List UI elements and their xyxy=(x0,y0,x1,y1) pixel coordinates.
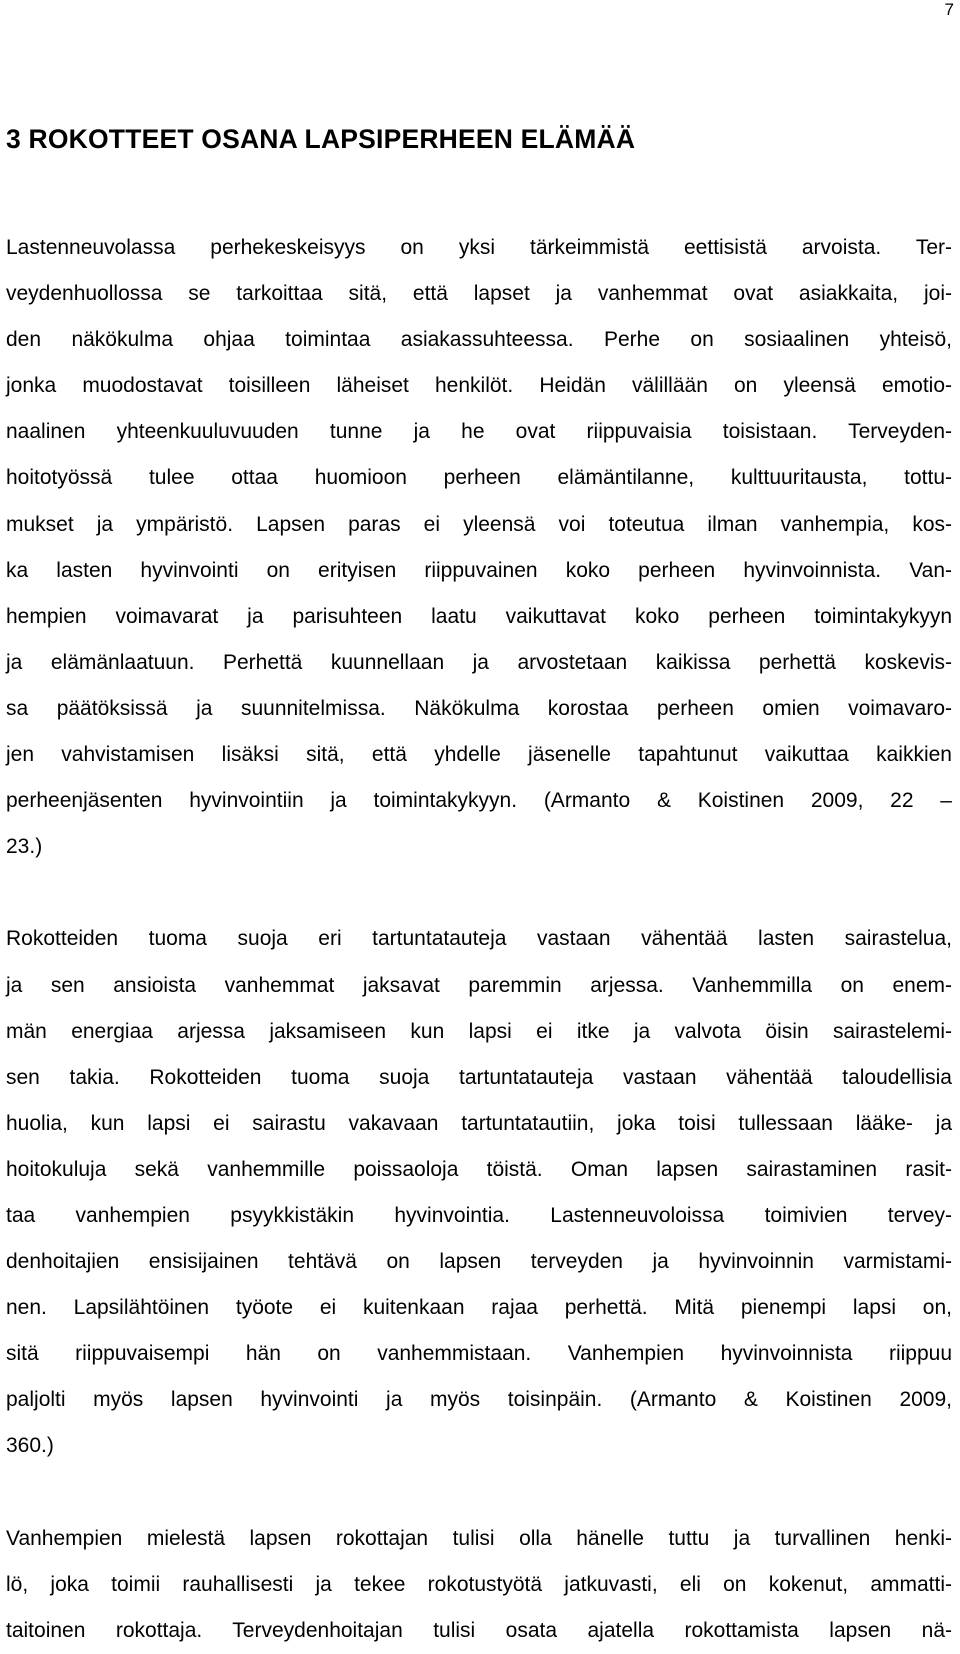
paragraph-line: hempien voimavarat ja parisuhteen laatu vaikuttavat koko perheen toimintakykyyn xyxy=(6,604,952,628)
paragraph-line: Vanhempien mielestä lapsen rokottajan tulisi olla hänelle tuttu ja turvallinen henki- xyxy=(6,1526,952,1550)
paragraph-line: sitä riippuvaisempi hän on vanhemmistaan. Vanhempien hyvinvoinnista riippuu xyxy=(6,1342,952,1366)
paragraph-line: Rokotteiden tuoma suoja eri tartuntatauteja vastaan vähentää lasten sairastelua, xyxy=(6,927,952,951)
paragraph xyxy=(6,1516,952,1654)
paragraph-line: veydenhuollossa se tarkoittaa sitä, että lapset ja vanhemmat ovat asiakkaita, joi- xyxy=(6,282,952,306)
body-text xyxy=(6,225,952,1654)
paragraph-line: ja sen ansioista vanhemmat jaksavat paremmin arjessa. Vanhemmilla on enem- xyxy=(6,973,952,997)
paragraph-line: perheenjäsenten hyvinvointiin ja toimintakykyyn. (Armanto & Koistinen 2009, 22 – xyxy=(6,789,952,813)
paragraph-line: huolia, kun lapsi ei sairastu vakavaan tartuntatautiin, joka toisi tullessaan lääke- ja xyxy=(6,1111,952,1135)
paragraph-line: nen. Lapsilähtöinen työote ei kuitenkaan rajaa perhettä. Mitä pienempi lapsi on, xyxy=(6,1296,952,1320)
paragraph-line: ka lasten hyvinvointi on erityisen riippuvainen koko perheen hyvinvoinnista. Van- xyxy=(6,558,952,582)
chapter-title: 3 ROKOTTEET OSANA LAPSIPERHEEN ELÄMÄÄ xyxy=(6,124,636,154)
paragraph xyxy=(6,916,952,1469)
paragraph-line: paljolti myös lapsen hyvinvointi ja myös toisinpäin. (Armanto & Koistinen 2009, xyxy=(6,1388,952,1412)
paragraph-line: hoitotyössä tulee ottaa huomioon perheen elämäntilanne, kulttuuritausta, tottu- xyxy=(6,466,952,490)
paragraph-line: den näkökulma ohjaa toimintaa asiakassuhteessa. Perhe on sosiaalinen yhteisö, xyxy=(6,328,952,352)
paragraph-line: mukset ja ympäristö. Lapsen paras ei yleensä voi toteutua ilman vanhempia, kos- xyxy=(6,512,952,536)
paragraph-line: män energiaa arjessa jaksamiseen kun lapsi ei itke ja valvota öisin sairastelemi- xyxy=(6,1019,952,1043)
paragraph-line: taa vanhempien psyykkistäkin hyvinvointia. Lastenneuvoloissa toimivien tervey- xyxy=(6,1203,952,1227)
paragraph-line: sen takia. Rokotteiden tuoma suoja tartuntatauteja vastaan vähentää taloudellisia xyxy=(6,1065,952,1089)
paragraph-line: lö, joka toimii rauhallisesti ja tekee rokotustyötä jatkuvasti, eli on kokenut, ammatti- xyxy=(6,1572,952,1596)
paragraph-line: jonka muodostavat toisilleen läheiset henkilöt. Heidän välillään on yleensä emotio- xyxy=(6,374,952,398)
paragraph-line: jen vahvistamisen lisäksi sitä, että yhdelle jäsenelle tapahtunut vaikuttaa kaikkien xyxy=(6,743,952,767)
paragraph-line: hoitokuluja sekä vanhemmille poissaoloja töistä. Oman lapsen sairastaminen rasit- xyxy=(6,1157,952,1181)
paragraph-line: ja elämänlaatuun. Perhettä kuunnellaan ja arvostetaan kaikissa perhettä koskevis- xyxy=(6,650,952,674)
paragraph-line: taitoinen rokottaja. Terveydenhoitajan tulisi osata ajatella rokottamista lapsen nä- xyxy=(6,1618,952,1642)
paragraph-line: naalinen yhteenkuuluvuuden tunne ja he ovat riippuvaisia toisistaan. Terveyden- xyxy=(6,420,952,444)
paragraph-gap xyxy=(6,1470,952,1516)
paragraph-line: 360.) xyxy=(6,1434,54,1458)
paragraph-line: denhoitajien ensisijainen tehtävä on lapsen terveyden ja hyvinvoinnin varmistami- xyxy=(6,1250,952,1274)
paragraph-line: Lastenneuvolassa perhekeskeisyys on yksi tärkeimmistä eettisistä arvoista. Ter- xyxy=(6,236,952,259)
paragraph xyxy=(6,225,952,870)
paragraph-line: 23.) xyxy=(6,835,43,859)
paragraph-gap xyxy=(6,870,952,916)
paragraph-line: sa päätöksissä ja suunnitelmissa. Näkökulma korostaa perheen omien voimavaro- xyxy=(6,696,952,720)
page-number: 7 xyxy=(944,0,954,19)
